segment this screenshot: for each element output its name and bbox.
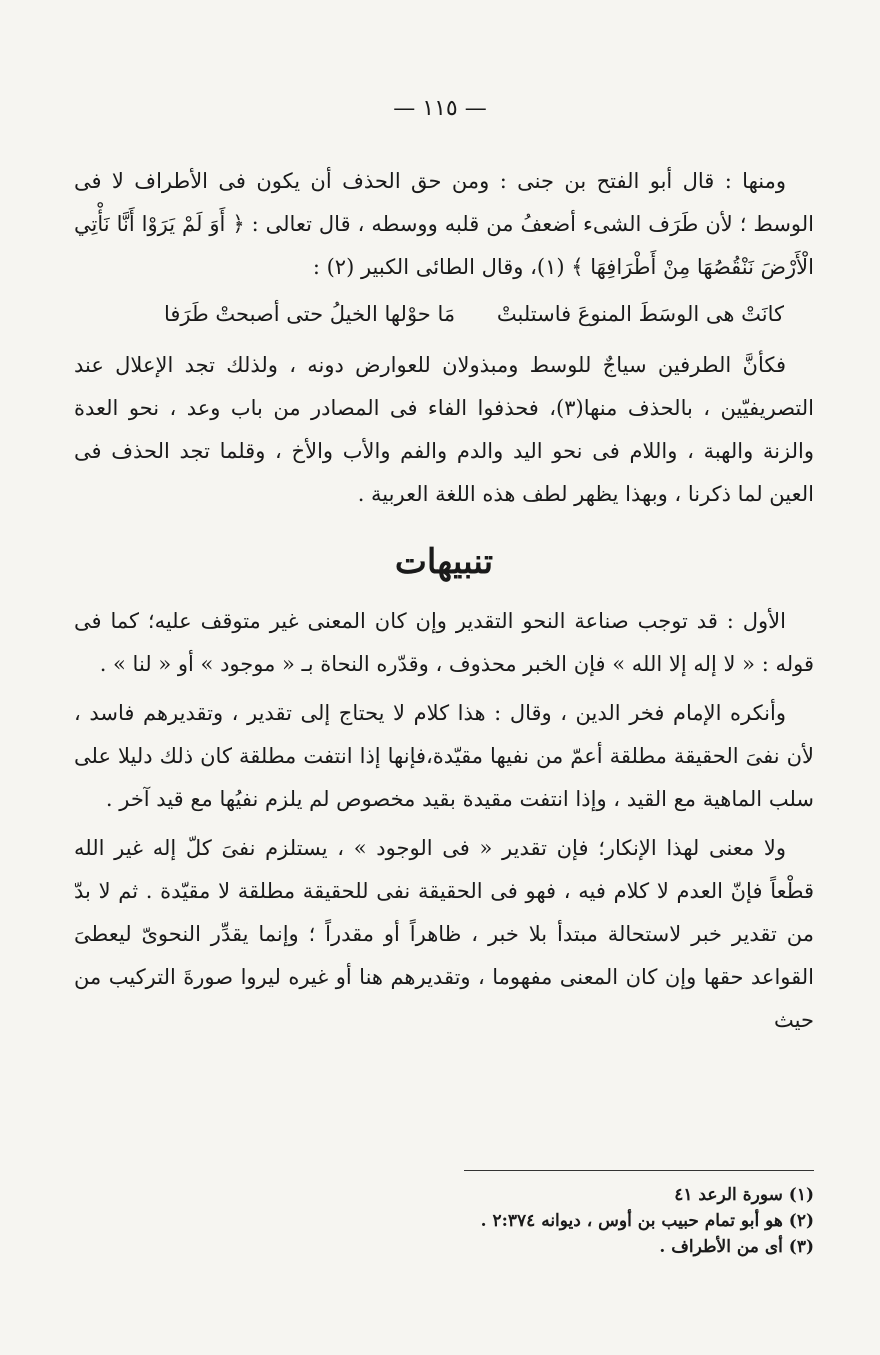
paragraph-fakhr-aldin: وأنكره الإمام فخر الدين ، وقال : هذا كلام لا يحتاج إلى تقدير ، وتقديرهم فاسد ، لأن نفىَ الحقيقة مطلقة أعمّ من نفيها مقيّدة،فإنها إذا انتفت مطلقة كان ذلك دليلا على سلب الماهية مع القيد ، وإذا انتفت مقيدة بقيد مخصوص لم يلزم نفيُها مع قيد آخر .: [74, 701, 814, 811]
verse-first-hemistich: كانَتْ هى الوسَطَ المنوعَ فاستلبتْ: [496, 302, 784, 326]
poetry-verse: [74, 293, 814, 336]
main-text: [74, 160, 814, 1042]
footnote-2: (٢) هو أبو تمام حبيب بن أوس ، ديوانه ٢:٣٧٤ .: [480, 1211, 814, 1231]
footnote-3: (٣) أى من الأطراف .: [659, 1237, 814, 1257]
verse-second-hemistich: مَا حوْلها الخيلُ حتى أصبحتْ طَرَفا: [164, 302, 456, 326]
paragraph-two-ends: فكأنَّ الطرفين سياجٌ للوسط ومبذولان للعوارض دونه ، ولذلك تجد الإعلال عند التصريفيّين ، بالحذف منها(٣)، فحذفوا الفاء فى المصادر من باب وعد ، نحو العدة والزنة والهبة ، واللام فى نحو اليد والدم والفم والأب والأخ ، وقلما تجد الحذف فى العين لما ذكرنا ، وبهذا يظهر لطف هذه اللغة العربية .: [74, 353, 814, 506]
footnotes: [74, 1182, 814, 1260]
paragraph-ibn-jinni: ومنها : قال أبو الفتح بن جنى : ومن حق الحذف أن يكون فى الأطراف لا فى الوسط ؛ لأن طَرَف الشىء أضعفُ من قلبه ووسطه ، قال تعالى : ﴿ أَوَ لَمْ يَرَوْا أَنَّا نَأْتِي الْأَرْضَ نَنْقُصُهَا مِنْ أَطْرَافِهَا ﴾ (١)، وقال الطائى الكبير (٢) :: [74, 169, 814, 279]
section-heading: تنبيهات: [394, 542, 494, 582]
footnote-1: (١) سورة الرعد ٤١: [674, 1185, 814, 1205]
paragraph-rebuttal: ولا معنى لهذا الإنكار؛ فإن تقدير « فى الوجود » ، يستلزم نفىَ كلّ إله غير الله قطْعاً فإنّ العدم لا كلام فيه ، فهو فى الحقيقة نفى للحقيقة مطلقة لا مقيّدة . ثم لا بدّ من تقدير خبر لاستحالة مبتدأ بلا خبر ، ظاهراً أو مقدراً ؛ وإنما يقدِّر النحوىّ ليعطىَ القواعد حقها وإن كان المعنى مفهوما ، وتقديرهم هنا أو غيره ليروا صورةَ التركيب من حيث: [74, 836, 814, 1032]
paragraph-first-note: الأول : قد توجب صناعة النحو التقدير وإن كان المعنى غير متوقف عليه؛ كما فى قوله : « لا إله إلا الله » فإن الخبر محذوف ، وقدّره النحاة بـ « موجود » أو « لنا » .: [74, 609, 814, 676]
page-number: — ١١٥ —: [393, 96, 487, 121]
footnote-divider: [464, 1170, 814, 1171]
